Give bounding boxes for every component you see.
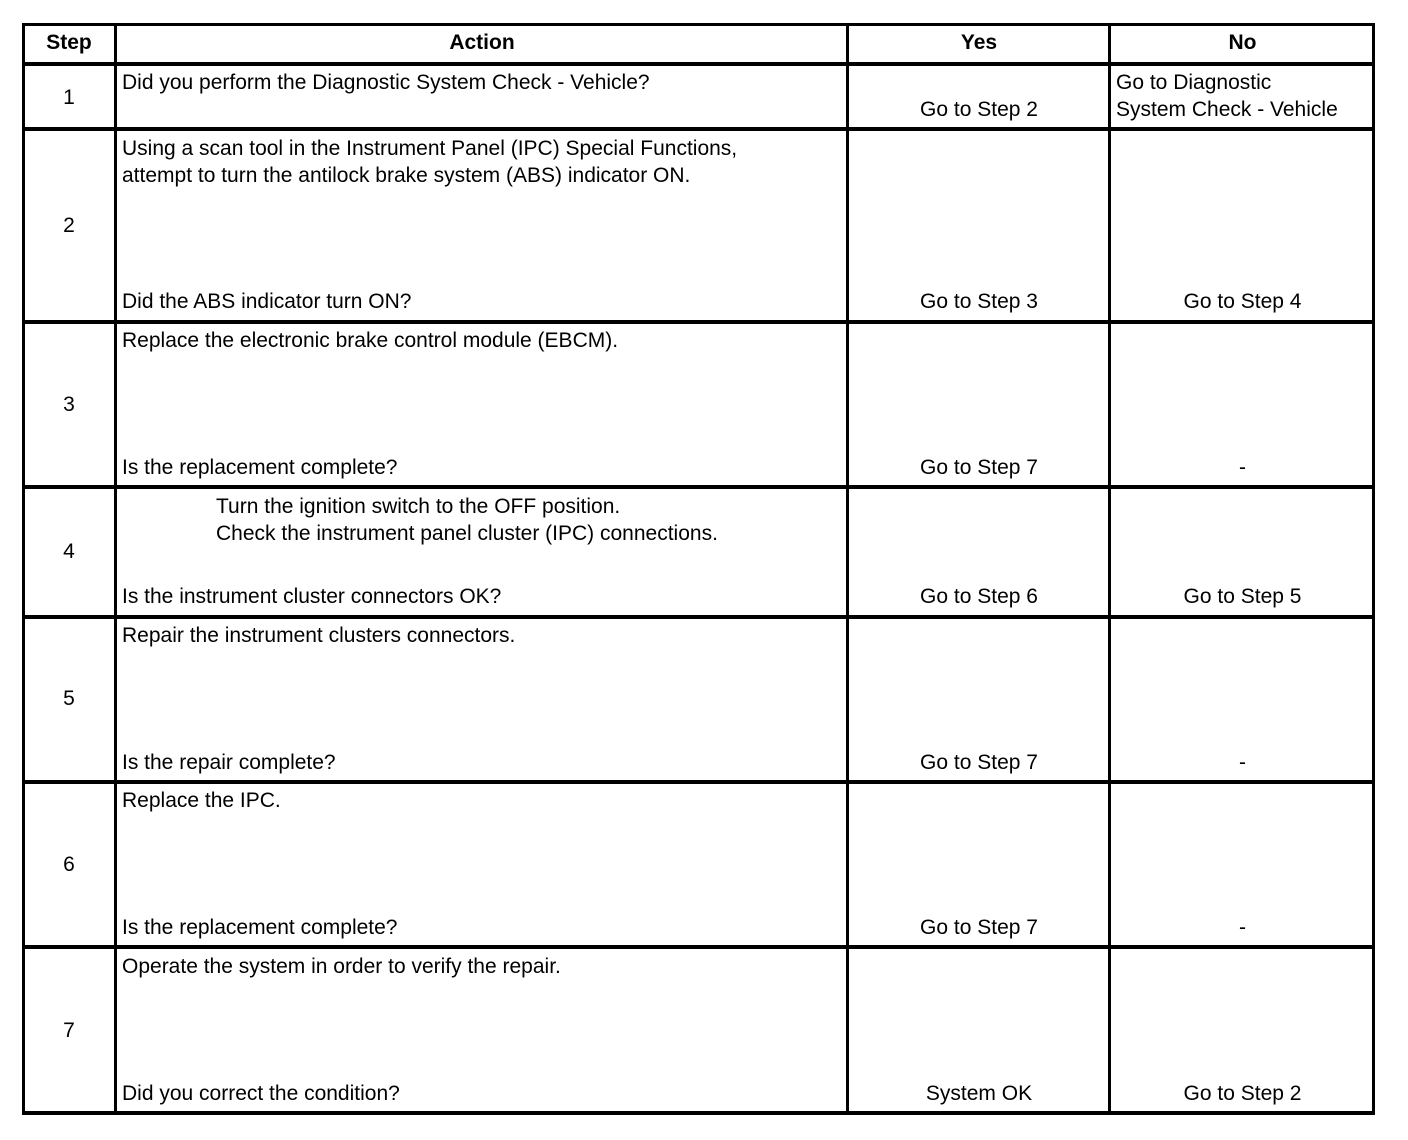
action-text: Check the instrument panel cluster (IPC) connections. xyxy=(216,522,718,545)
grid-line xyxy=(22,127,1375,131)
grid-line xyxy=(22,320,1375,324)
step-number: 1 xyxy=(63,86,75,109)
diagnostic-table xyxy=(22,23,1375,1115)
action-text: Turn the ignition switch to the OFF position. xyxy=(216,495,621,518)
grid-line xyxy=(22,945,1375,949)
grid-line xyxy=(1372,23,1375,1115)
action-question: Is the repair complete? xyxy=(122,751,336,774)
action-text: Did you perform the Diagnostic System Check - Vehicle? xyxy=(122,71,650,94)
header-action: Action xyxy=(449,31,515,54)
grid-line xyxy=(22,780,1375,784)
grid-line xyxy=(22,23,1375,26)
grid-line xyxy=(22,1111,1375,1115)
action-question: Did you correct the condition? xyxy=(122,1082,400,1105)
no-result: Go to Step 5 xyxy=(1183,585,1302,608)
no-result: - xyxy=(1239,456,1246,479)
grid-line xyxy=(22,23,25,1115)
header-yes: Yes xyxy=(960,31,998,54)
step-number: 5 xyxy=(63,687,75,710)
no-result: Go to Step 4 xyxy=(1183,290,1302,313)
action-text: Replace the IPC. xyxy=(122,789,281,812)
step-number: 3 xyxy=(63,393,75,416)
step-number: 7 xyxy=(63,1019,75,1042)
no-result: Go to Diagnostic xyxy=(1116,71,1272,94)
action-text: attempt to turn the antilock brake system (ABS) indicator ON. xyxy=(122,164,691,187)
action-question: Is the instrument cluster connectors OK? xyxy=(122,585,502,608)
yes-result: Go to Step 2 xyxy=(920,98,1038,121)
grid-line xyxy=(1108,23,1111,1115)
action-question: Is the replacement complete? xyxy=(122,456,398,479)
action-text: Repair the instrument clusters connectors. xyxy=(122,624,516,647)
grid-line xyxy=(846,23,849,1115)
header-step: Step xyxy=(46,31,92,54)
yes-result: Go to Step 7 xyxy=(920,751,1038,774)
action-text: Replace the electronic brake control module (EBCM). xyxy=(122,329,619,352)
header-no: No xyxy=(1228,31,1257,54)
yes-result: Go to Step 3 xyxy=(920,290,1038,313)
no-result: System Check - Vehicle xyxy=(1116,98,1338,121)
no-result: Go to Step 2 xyxy=(1183,1082,1302,1105)
no-result: - xyxy=(1239,916,1246,939)
grid-line xyxy=(22,62,1375,66)
yes-result: Go to Step 7 xyxy=(920,916,1038,939)
step-number: 4 xyxy=(63,540,75,563)
yes-result: Go to Step 7 xyxy=(920,456,1038,479)
yes-result: Go to Step 6 xyxy=(920,585,1038,608)
action-text: Operate the system in order to verify the repair. xyxy=(122,955,561,978)
grid-line xyxy=(22,615,1375,619)
yes-result: System OK xyxy=(925,1082,1033,1105)
action-question: Did the ABS indicator turn ON? xyxy=(122,290,412,313)
step-number: 6 xyxy=(63,853,75,876)
grid-line xyxy=(22,485,1375,489)
step-number: 2 xyxy=(63,214,75,237)
action-text: Using a scan tool in the Instrument Panel (IPC) Special Functions, xyxy=(122,137,738,160)
action-question: Is the replacement complete? xyxy=(122,916,398,939)
no-result: - xyxy=(1239,751,1246,774)
grid-line xyxy=(114,23,117,1115)
